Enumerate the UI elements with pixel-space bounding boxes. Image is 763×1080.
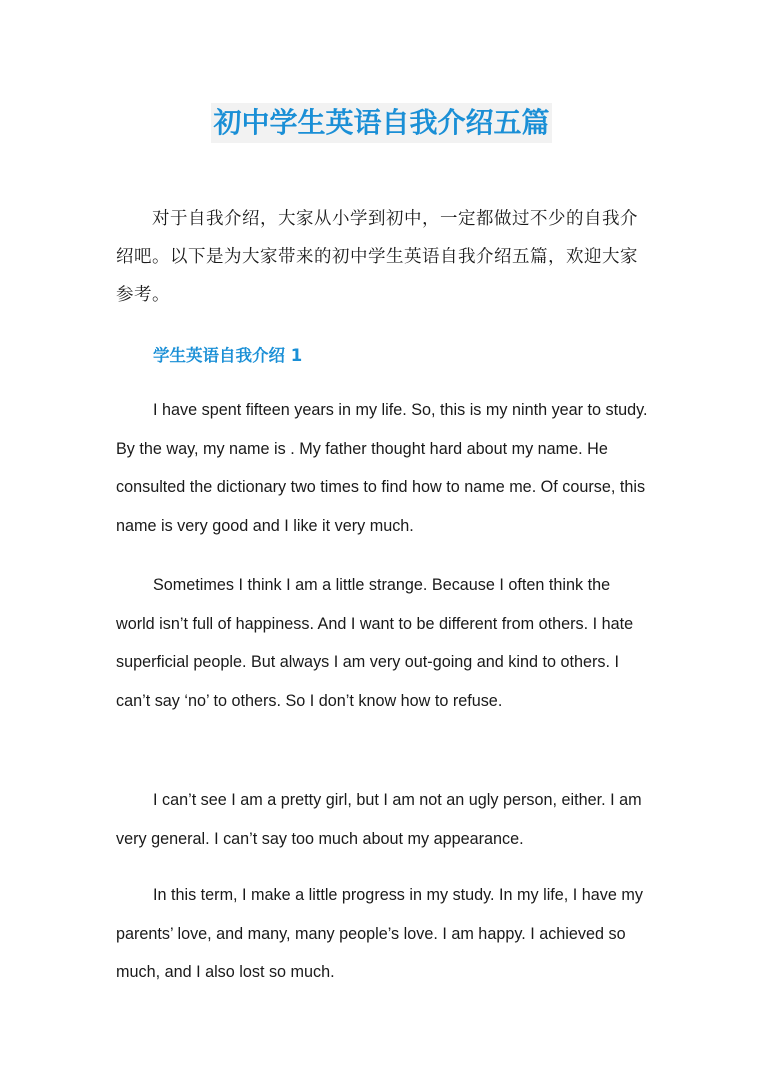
section-heading: 学生英语自我介绍 1 [153,346,303,365]
intro-paragraph: 对于自我介绍，大家从小学到初中，一定都做过不少的自我介绍吧。以下是为大家带来的初中学生英语自我介绍五篇，欢迎大家参考。 [116,209,638,305]
body-paragraph-1: I have spent fifteen years in my life. So, this is my ninth year to study. By the way, my name is . My father thought hard about my name. He consulted the dictionary two times to find how to name me. Of course, this name is very good and I like it very much. [116,401,648,535]
body-paragraph-3: I can’t see I am a pretty girl, but I am not an ugly person, either. I am very general. I can’t say too much about my appearance. [116,791,642,848]
title-container [0,103,763,143]
body-paragraph-4: In this term, I make a little progress in my study. In my life, I have my parents’ love, and many, many people’s love. I am happy. I achieved so much, and I also lost so much. [116,886,643,981]
body-paragraph-2: Sometimes I think I am a little strange. Because I often think the world isn’t full of happiness. And I want to be different from others. I hate superficial people. But always I am very out-going and kind to others. I can’t say ‘no’ to others. So I don’t know how to refuse. [116,576,634,710]
document-title: 初中学生英语自我介绍五篇 [211,103,551,143]
